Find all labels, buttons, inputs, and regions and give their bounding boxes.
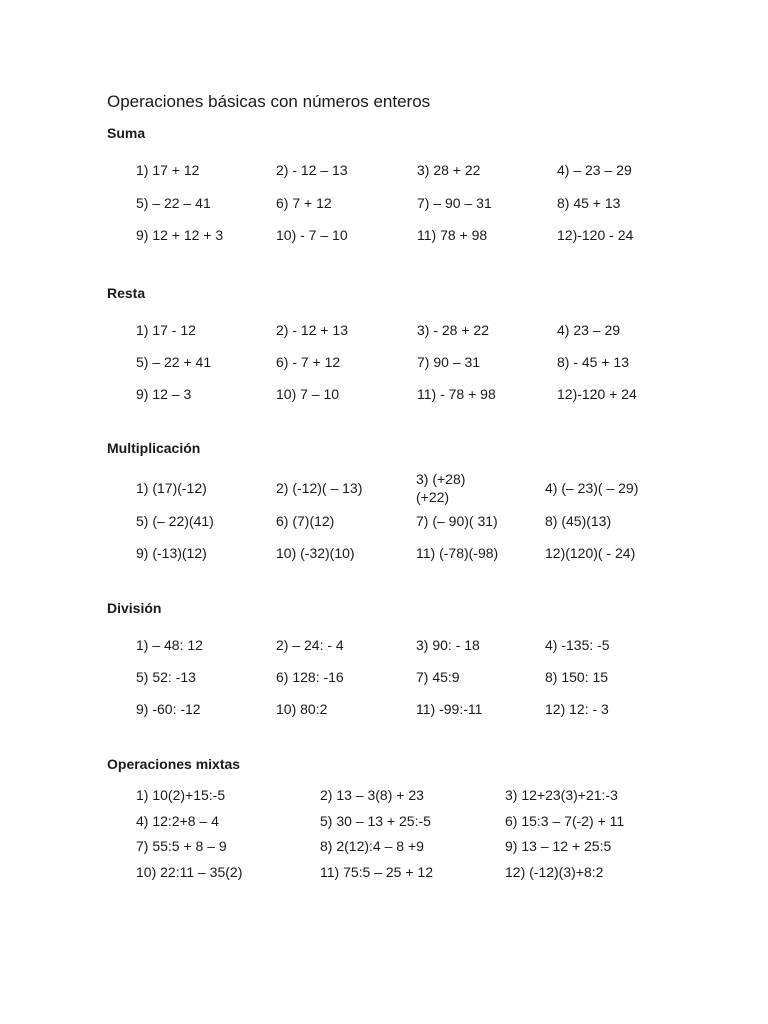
exercise-item: 3) 12+23(3)+21:-3 — [505, 787, 618, 803]
exercise-item: 9) -60: -12 — [136, 701, 201, 717]
exercise-item: 5) 52: -13 — [136, 669, 196, 685]
exercise-item: 3) 28 + 22 — [417, 162, 481, 178]
exercise-item: 5) 30 – 13 + 25:-5 — [320, 813, 431, 829]
exercise-item: 2) – 24: - 4 — [276, 637, 344, 653]
exercise-item: 7) (– 90)( 31) — [416, 513, 498, 529]
exercise-item: 6) (7)(12) — [276, 513, 335, 529]
exercise-item: 11) (-78)(-98) — [416, 545, 499, 561]
section-heading: División — [107, 600, 162, 616]
exercise-item: 11) 75:5 – 25 + 12 — [320, 864, 433, 880]
exercise-item: 5) (– 22)(41) — [136, 513, 214, 529]
exercise-item: 10) (-32)(10) — [276, 545, 355, 561]
exercise-item: 1) 10(2)+15:-5 — [136, 787, 226, 803]
exercise-item: 10) 22:11 – 35(2) — [136, 864, 243, 880]
exercise-item: 7) – 90 – 31 — [417, 195, 492, 211]
exercise-item: 9) 13 – 12 + 25:5 — [505, 838, 612, 854]
exercise-item: 6) 7 + 12 — [276, 195, 332, 211]
exercise-item: 12)-120 - 24 — [557, 227, 634, 243]
exercise-item: 8) - 45 + 13 — [557, 354, 629, 370]
exercise-item: 6) 128: -16 — [276, 669, 344, 685]
exercise-item: 11) -99:-11 — [416, 701, 483, 717]
exercise-item: 1) (17)(-12) — [136, 480, 207, 496]
exercise-item: 8) (45)(13) — [545, 513, 612, 529]
exercise-item: 9) (-13)(12) — [136, 545, 207, 561]
exercise-item: 5) – 22 – 41 — [136, 195, 211, 211]
exercise-item: 2) - 12 – 13 — [276, 162, 348, 178]
exercise-item: 10) - 7 – 10 — [276, 227, 348, 243]
exercise-item: 10) 7 – 10 — [276, 386, 340, 402]
exercise-item: 4) – 23 – 29 — [557, 162, 632, 178]
exercise-item: 12)-120 + 24 — [557, 386, 637, 402]
exercise-item: 1) – 48: 12 — [136, 637, 203, 653]
exercise-item: 7) 55:5 + 8 – 9 — [136, 838, 227, 854]
exercise-item: 12) 12: - 3 — [545, 701, 609, 717]
section-heading: Resta — [107, 285, 146, 301]
exercise-item: 5) – 22 + 41 — [136, 354, 212, 370]
exercise-item: 4) 12:2+8 – 4 — [136, 813, 219, 829]
exercise-item: 4) 23 – 29 — [557, 322, 621, 338]
exercise-item: 9) 12 – 3 — [136, 386, 192, 402]
exercise-item: 2) - 12 + 13 — [276, 322, 348, 338]
exercise-item: 10) 80:2 — [276, 701, 328, 717]
exercise-item: 8) 150: 15 — [545, 669, 609, 685]
exercise-item: 4) -135: -5 — [545, 637, 610, 653]
exercise-item: 1) 17 + 12 — [136, 162, 200, 178]
exercise-item: 8) 2(12):4 – 8 +9 — [320, 838, 424, 854]
exercise-item: 6) - 7 + 12 — [276, 354, 341, 370]
exercise-item: 3) - 28 + 22 — [417, 322, 489, 338]
section-heading: Multiplicación — [107, 440, 201, 456]
document-title: Operaciones básicas con números enteros — [107, 92, 431, 111]
exercise-item: 12)(120)( - 24) — [545, 545, 636, 561]
exercise-item: 8) 45 + 13 — [557, 195, 621, 211]
exercise-item: 4) (– 23)( – 29) — [545, 480, 639, 496]
exercise-item: 11) - 78 + 98 — [417, 386, 496, 402]
exercise-item: 7) 90 – 31 — [417, 354, 481, 370]
exercise-item: 1) 17 - 12 — [136, 322, 196, 338]
section-heading: Suma — [107, 125, 146, 141]
exercise-item: 9) 12 + 12 + 3 — [136, 227, 224, 243]
exercise-item: 7) 45:9 — [416, 669, 460, 685]
exercise-item: 3) 90: - 18 — [416, 637, 480, 653]
exercise-item: 3) (+28) (+22) — [416, 471, 466, 505]
exercise-item: 11) 78 + 98 — [417, 227, 488, 243]
exercise-item: 6) 15:3 – 7(-2) + 11 — [505, 813, 625, 829]
exercise-item: 2) (-12)( – 13) — [276, 480, 363, 496]
exercise-item: 12) (-12)(3)+8:2 — [505, 864, 604, 880]
section-heading: Operaciones mixtas — [107, 756, 241, 772]
exercise-item: 2) 13 – 3(8) + 23 — [320, 787, 424, 803]
